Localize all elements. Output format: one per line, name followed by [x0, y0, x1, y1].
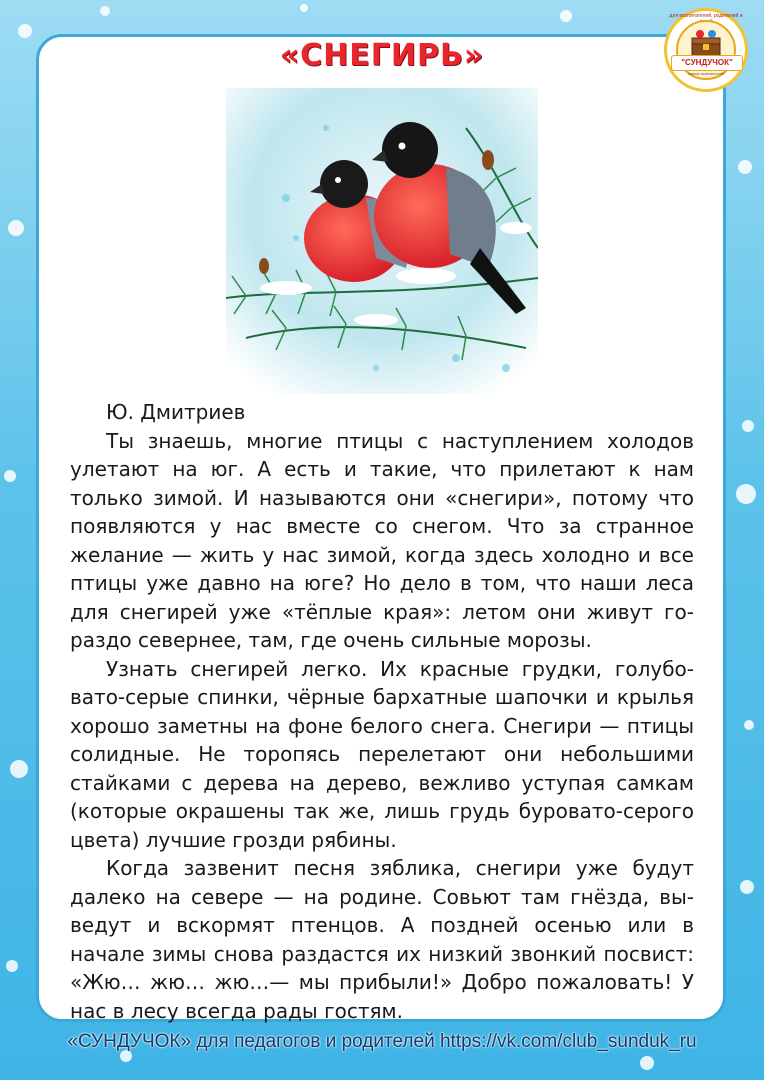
article-body: [70, 398, 694, 1025]
snowflake: [300, 4, 308, 12]
logo-subtitle: масса полезностей: [688, 71, 724, 76]
snowflake: [6, 960, 18, 972]
snowflake: [736, 484, 756, 504]
article-paragraph: Когда зазвенит песня зяблика, снегири уже будут далеко на севере — на родине. Совьют там гнёзда, выведут и вскормят птенцов. А поздней осенью или в начале зимы снова раздастся их низкий звонкий посвист: «Жю… жю… жю…— мы прибыли!» Добро пожаловать! У нас в лесу всегда рады гостям.: [70, 856, 694, 1023]
snowflake: [742, 420, 754, 432]
sundukok-logo: [664, 8, 748, 92]
bullfinches-illustration: [226, 88, 538, 394]
snowflake: [640, 1056, 654, 1070]
snowflake: [100, 6, 110, 16]
article-author: Ю. Дмитриев: [106, 400, 246, 424]
snowflake: [18, 24, 32, 38]
article-paragraph: Ты знаешь, многие птицы с наступлением холодов улетают на юг. А есть и такие, что прилетают к нам только зимой. И называются они «снегири», потому что появляются у нас вместе со снегом. Что за странное желание — жить у нас зимой, когда здесь холодно и все птицы уже давно на юге? Но дело в том, что наши леса для снегирей уже «тёплые края»: летом они живут гораздо севернее, там, где очень сильные морозы.: [70, 428, 694, 652]
article-paragraph: Узнать снегирей легко. Их красные грудки, голубовато-серые спинки, чёрные бархатные шапочки и крылья хорошо заметны на фоне белого снега. Снегири — птицы солидные. Не торопясь перелетают они небольшими стайками с дерева на дерево, вежливо уступая самкам (которые окрашены так же, лишь грудь буровато-серого цвета) лучшие грозди рябины.: [70, 656, 694, 852]
snowflake: [740, 880, 754, 894]
footer-credit-link[interactable]: «СУНДУЧОК» для педагогов и родителей https://vk.com/club_sunduk_ru: [67, 1031, 697, 1052]
snowflake: [4, 470, 16, 482]
snowflake: [8, 220, 24, 236]
logo-name: "СУНДУЧОК": [671, 55, 743, 71]
logo-arc-text: для воспитателей, родителей и: [669, 13, 743, 19]
snowflake: [738, 160, 752, 174]
snowflake: [10, 760, 28, 778]
snowflake: [560, 10, 572, 22]
page-title: «СНЕГИРЬ»: [279, 38, 485, 73]
snowflake: [744, 720, 754, 730]
